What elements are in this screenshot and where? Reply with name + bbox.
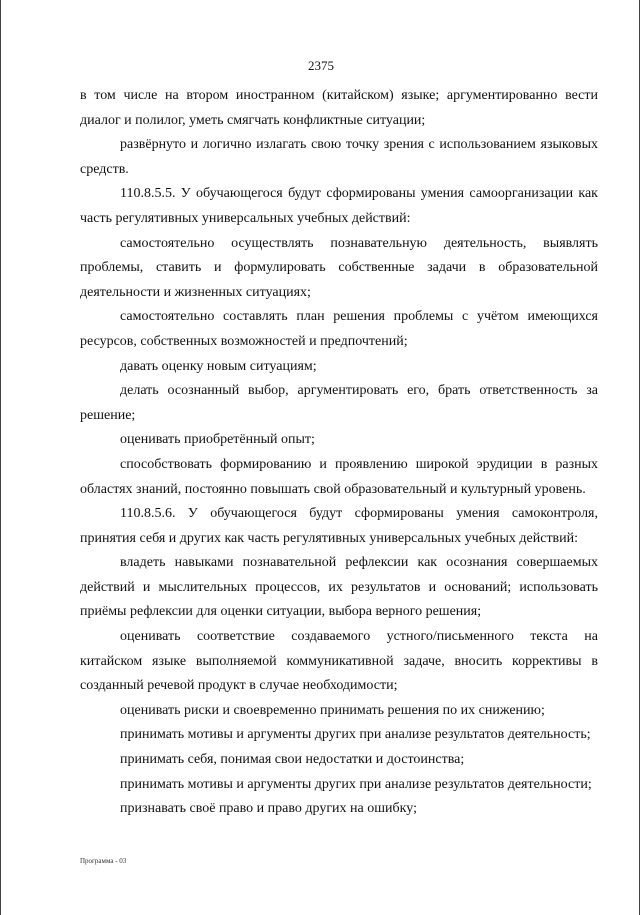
paragraph-5: самостоятельно составлять план решения проблемы с учётом имеющихся ресурсов, собственных возможностей и предпочтений; <box>80 309 598 349</box>
paragraph-4: самостоятельно осуществлять познавательную деятельность, выявлять проблемы, ставить и формулировать собственные задачи в образовательной деятельности и жизненных ситуациях; <box>80 235 598 300</box>
paragraph-1: в том числе на втором иностранном (китайском) языке; аргументированно вести диалог и полилог, уметь смягчать конфликтные ситуации; <box>80 88 598 128</box>
paragraph-17: признавать своё право и право других на ошибку; <box>120 801 417 817</box>
paragraph-13: оценивать риски и своевременно принимать решения по их снижению; <box>120 702 545 718</box>
paragraph-12: оценивать соответствие создаваемого устного/письменного текста на китайском языке выполняемой коммуникативной задаче, вносить коррективы в созданный речевой продукт в случае необходимости; <box>80 629 598 694</box>
paragraph-9: способствовать формированию и проявлению широкой эрудиции в разных областях знаний, постоянно повышать свой образовательный и культурный уровень. <box>80 456 598 497</box>
paragraph-15: принимать себя, понимая свои недостатки и достоинства; <box>120 752 465 768</box>
paragraph-6: давать оценку новым ситуациям; <box>120 358 317 374</box>
paragraph-16: принимать мотивы и аргументы других при анализе результатов деятельности; <box>120 776 592 792</box>
paragraph-10: 110.8.5.6. У обучающегося будут сформированы умения самоконтроля, принятия себя и других как часть регулятивных универсальных учебных действий: <box>80 506 598 546</box>
paragraph-3: 110.8.5.5. У обучающегося будут сформированы умения самоорганизации как часть регулятивных универсальных учебных действий: <box>80 186 598 226</box>
paragraph-8: оценивать приобретённый опыт; <box>120 432 315 448</box>
paragraph-7: делать осознанный выбор, аргументировать его, брать ответственность за решение; <box>80 383 598 423</box>
paragraph-11: владеть навыками познавательной рефлексии как осознания совершаемых действий и мыслительных процессов, их результатов и оснований; использовать приёмы рефлексии для оценки ситуации, выбора верного решения; <box>80 555 598 620</box>
page-number: 2375 <box>308 58 334 73</box>
paragraph-14: принимать мотивы и аргументы других при анализе результатов деятельность; <box>120 727 591 743</box>
paragraph-2: развёрнуто и логично излагать свою точку зрения с использованием языковых средств. <box>80 137 598 177</box>
document-body <box>80 84 598 822</box>
footer-note: Программа - 03 <box>80 857 127 865</box>
